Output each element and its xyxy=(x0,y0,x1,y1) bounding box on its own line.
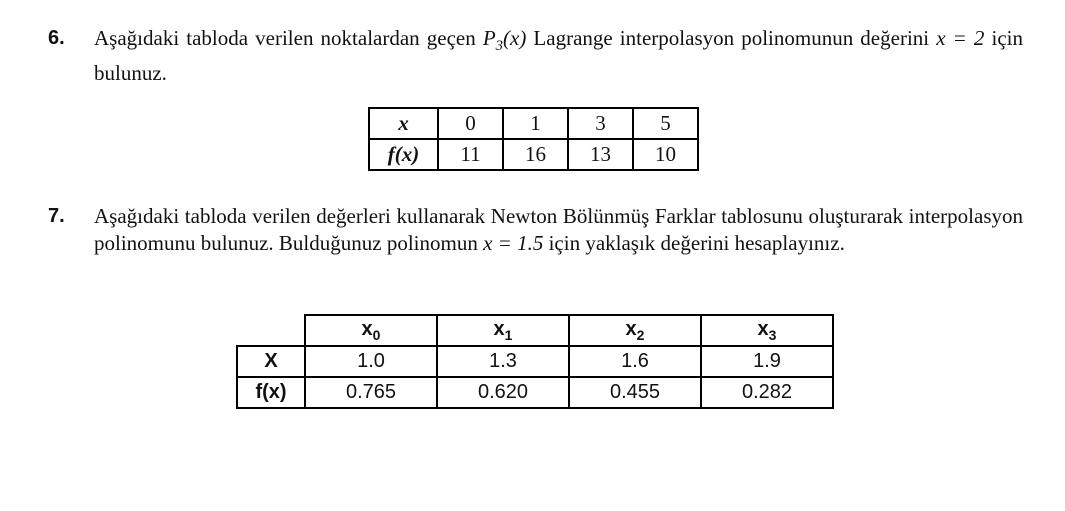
column-header-x1 xyxy=(437,315,569,346)
table-cell: 0 xyxy=(438,108,503,139)
table-cell: 11 xyxy=(438,139,503,170)
row-label-x: X xyxy=(237,346,305,377)
question-7 xyxy=(48,203,1023,257)
header-base: x xyxy=(361,318,373,340)
question-6 xyxy=(48,25,1023,87)
table-corner xyxy=(237,315,305,346)
polynomial-symbol: P xyxy=(482,26,496,50)
table-cell: 10 xyxy=(633,139,698,170)
question-6-text-a: Aşağıdaki tabloda verilen noktalardan geçen xyxy=(94,26,483,50)
table-cell: 1.3 xyxy=(437,346,569,377)
table-cell: 3 xyxy=(568,108,633,139)
table-row-fx xyxy=(237,377,833,408)
header-base: x xyxy=(493,318,505,340)
polynomial-subscript: 3 xyxy=(495,38,504,55)
table-cell: 1.9 xyxy=(701,346,833,377)
question-7-text-b: için yaklaşık değerini hesaplayınız. xyxy=(543,231,845,255)
table-row-x xyxy=(237,346,833,377)
lagrange-data-table xyxy=(368,107,699,171)
table-cell: 1.0 xyxy=(305,346,437,377)
column-header-x2 xyxy=(569,315,701,346)
header-sub: 3 xyxy=(768,327,777,343)
question-6-text xyxy=(94,25,1023,87)
table-row-fx xyxy=(369,139,698,170)
table-row-x xyxy=(369,108,698,139)
newton-data-table xyxy=(236,314,834,409)
polynomial-argument: (x) xyxy=(503,26,527,50)
table-header-row xyxy=(237,315,833,346)
question-6-text-c: için bulunuz. xyxy=(94,26,1023,86)
table-cell: 0.455 xyxy=(569,377,701,408)
header-base: x xyxy=(757,318,769,340)
header-sub: 2 xyxy=(636,327,645,343)
row-label-fx: f(x) xyxy=(369,139,438,170)
table-cell: 0.765 xyxy=(305,377,437,408)
table-cell: 0.620 xyxy=(437,377,569,408)
header-sub: 1 xyxy=(504,327,513,343)
question-7-number: 7. xyxy=(48,205,65,227)
column-header-x3 xyxy=(701,315,833,346)
header-base: x xyxy=(625,318,637,340)
row-label-x: x xyxy=(369,108,438,139)
question-7-eval-point: x = 1.5 xyxy=(483,231,544,255)
header-sub: 0 xyxy=(372,327,381,343)
question-6-polynomial xyxy=(482,26,527,55)
table-cell: 1 xyxy=(503,108,568,139)
question-6-number: 6. xyxy=(48,27,65,49)
table-cell: 13 xyxy=(568,139,633,170)
question-7-text xyxy=(94,203,1023,257)
question-6-text-b: Lagrange interpolasyon polinomunun değerini xyxy=(526,26,937,50)
table-cell: 16 xyxy=(503,139,568,170)
table-cell: 0.282 xyxy=(701,377,833,408)
table-cell: 1.6 xyxy=(569,346,701,377)
column-header-x0 xyxy=(305,315,437,346)
question-6-eval-point: x = 2 xyxy=(936,26,985,50)
table-cell: 5 xyxy=(633,108,698,139)
row-label-fx: f(x) xyxy=(237,377,305,408)
question-7-text-a: Aşağıdaki tabloda verilen değerleri kullanarak Newton Bölünmüş Farklar tablosunu oluşturarak interpolasyon polinomunu bulunuz. Bulduğunuz polinomun xyxy=(94,204,1023,255)
